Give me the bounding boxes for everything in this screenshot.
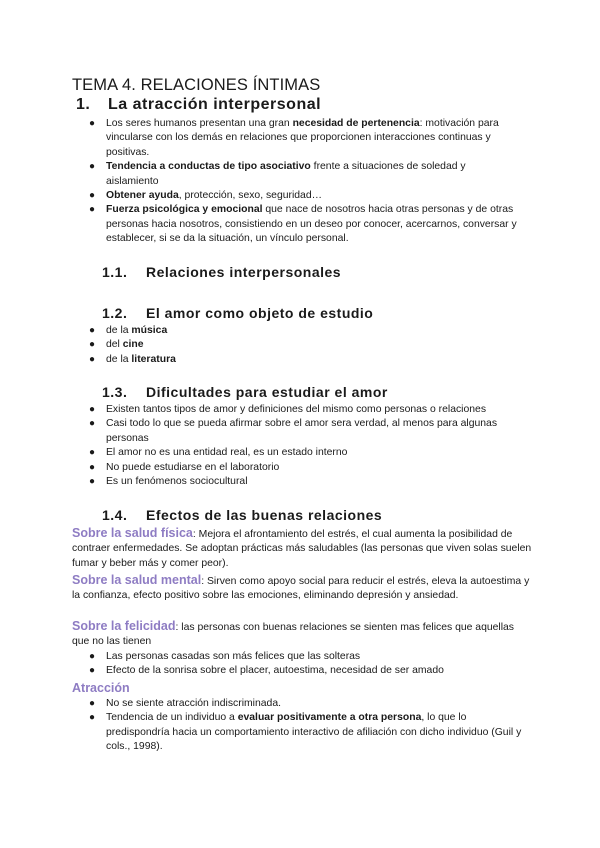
list-item: ● de la música bbox=[86, 324, 526, 338]
bullet-icon: ● bbox=[89, 404, 96, 415]
document-title: TEMA 4. RELACIONES ÍNTIMAS bbox=[72, 76, 321, 94]
section-1-3-number: 1.3. bbox=[102, 384, 128, 400]
bullet-icon: ● bbox=[89, 447, 96, 459]
section-1-3-title: Dificultades para estudiar el amor bbox=[146, 384, 388, 400]
atraccion-label: Atracción bbox=[72, 681, 130, 695]
bullet-icon: ● bbox=[89, 353, 96, 365]
bullet-icon: ● bbox=[89, 325, 96, 336]
section-1-title: La atracción interpersonal bbox=[108, 96, 322, 113]
bullet-icon: ● bbox=[89, 190, 96, 202]
section-1-4-title: Efectos de las buenas relaciones bbox=[146, 507, 383, 523]
section-1-4-heading bbox=[102, 507, 382, 523]
list-item: ● Tendencia a conductas de tipo asociativo frente a situaciones de soledad y aislamiento bbox=[89, 161, 466, 187]
bullet-icon: ● bbox=[89, 665, 96, 677]
bullet-icon: ● bbox=[89, 698, 96, 709]
salud-fisica-label: Sobre la salud física bbox=[72, 526, 193, 540]
list-item: ● del cine bbox=[86, 338, 526, 352]
list-item: ● No puede estudiarse en el laboratorio bbox=[86, 461, 526, 475]
section-1-heading bbox=[76, 96, 321, 114]
bullet-icon: ● bbox=[89, 339, 96, 351]
bullet-icon: ● bbox=[89, 118, 96, 129]
felicidad-label: Sobre la felicidad bbox=[72, 619, 176, 633]
section-1-2-title: El amor como objeto de estudio bbox=[146, 305, 374, 321]
bullet-icon: ● bbox=[89, 476, 96, 488]
section-1-1-number: 1.1. bbox=[102, 264, 128, 280]
list-item: ● No se siente atracción indiscriminada. bbox=[86, 697, 526, 711]
list-item: ● Obtener ayuda, protección, sexo, seguridad… bbox=[86, 189, 526, 203]
bullet-icon: ● bbox=[89, 418, 96, 430]
salud-mental-label: Sobre la salud mental bbox=[72, 573, 202, 587]
list-item: ● de la literatura bbox=[86, 353, 526, 367]
salud-mental-paragraph: Sobre la salud mental: Sirven como apoyo social para reducir el estrés, eleva la autoestima y la confianza, efecto positivo sobre las emociones, eliminando depresión y ansiedad. bbox=[72, 573, 530, 602]
list-item: ● El amor no es una entidad real, es un estado interno bbox=[86, 446, 526, 460]
s13-list bbox=[86, 403, 526, 489]
salud-fisica-paragraph: Sobre la salud física: Mejora el afrontamiento del estrés, el cual aumenta la posibilidad de contraer enfermedades. Se adoptan prácticas más saludables (las personas que viven solas suelen fumar y beber más y comer peor). bbox=[72, 526, 532, 569]
section-1-3-heading bbox=[102, 384, 388, 400]
list-item: ● Existen tantos tipos de amor y definiciones del mismo como personas o relaciones bbox=[86, 403, 526, 417]
list-item: ● Fuerza psicológica y emocional que nace de nosotros hacia otras personas y de otras personas hacia nosotros, consistiendo en un deseo por conocer, acercarnos, conversar y establecer, si se da la situación, un vínculo personal. bbox=[89, 204, 517, 245]
list-item: ● Tendencia de un individuo a evaluar positivamente a otra persona, lo que lo predispondría hacia un comportamiento interactivo de afiliación con dicho individuo (Guil y cols., 1998). bbox=[89, 712, 522, 753]
bullet-icon: ● bbox=[89, 461, 96, 473]
section-1-2-number: 1.2. bbox=[102, 305, 128, 321]
intro-list bbox=[86, 117, 526, 247]
atraccion-list bbox=[86, 697, 526, 755]
bullet-icon: ● bbox=[89, 204, 96, 216]
section-1-1-heading bbox=[102, 264, 341, 280]
list-item: ● Efecto de la sonrisa sobre el placer, autoestima, necesidad de ser amado bbox=[86, 664, 526, 678]
list-item: ● Es un fenómenos sociocultural bbox=[86, 475, 526, 489]
section-1-2-heading bbox=[102, 305, 373, 321]
list-item: ● Casi todo lo que se pueda afirmar sobre el amor sera verdad, al menos para algunas personas bbox=[89, 418, 498, 444]
section-1-4-number: 1.4. bbox=[102, 507, 128, 523]
bullet-icon: ● bbox=[89, 712, 96, 724]
s12-list bbox=[86, 324, 526, 367]
section-1-1-title: Relaciones interpersonales bbox=[146, 264, 342, 280]
list-item: ● Los seres humanos presentan una gran necesidad de pertenencia: motivación para vincularse con los demás en relaciones que proporcionen interacciones continuas y positivas. bbox=[89, 118, 499, 158]
bullet-icon: ● bbox=[89, 161, 96, 173]
felicidad-paragraph: Sobre la felicidad: las personas con buenas relaciones se sienten mas felices que aquellas que no las tienen bbox=[72, 619, 514, 648]
felicidad-list bbox=[86, 650, 526, 679]
bullet-icon: ● bbox=[89, 651, 96, 662]
section-1-number: 1. bbox=[76, 96, 91, 113]
list-item: ● Las personas casadas son más felices que las solteras bbox=[86, 650, 526, 664]
